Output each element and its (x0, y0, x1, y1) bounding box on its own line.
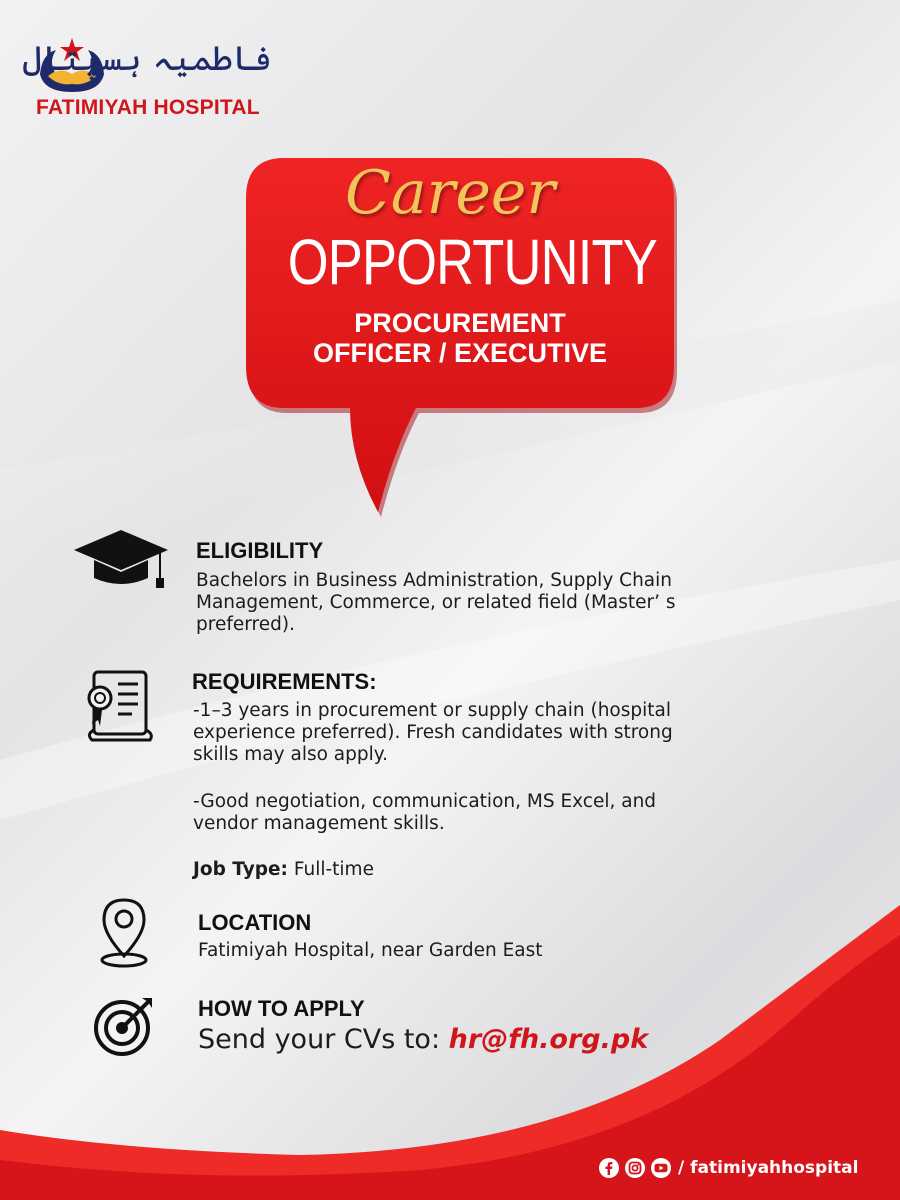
eligibility-line: Management, Commerce, or related field (Master’ s (196, 592, 676, 613)
location-text: Fatimiyah Hospital, near Garden East (198, 940, 543, 961)
social-bar (598, 1157, 858, 1179)
eligibility-heading: ELIGIBILITY (196, 538, 324, 563)
logo-english-text: FATIMIYAH HOSPITAL (36, 96, 260, 119)
target-icon (92, 994, 156, 1058)
requirement-line: -Good negotiation, communication, MS Excel, and (193, 791, 657, 812)
eligibility-line: Bachelors in Business Administration, Supply Chain (196, 570, 672, 591)
eligibility-line: preferred). (196, 614, 295, 635)
job-type-value: Full-time (293, 859, 374, 880)
requirement-line: vendor management skills. (193, 813, 445, 834)
requirements-text-1 (193, 700, 673, 766)
job-title-line-2: OFFICER / EXECUTIVE (312, 338, 608, 368)
location-heading: LOCATION (198, 910, 312, 935)
requirement-line: -1–3 years in procurement or supply chain (hospital (193, 700, 672, 721)
opportunity-headline: OPPORTUNITY (287, 226, 657, 298)
job-type-label: Job Type: (193, 859, 288, 880)
graduation-cap-icon (72, 528, 170, 590)
location-pin-icon (98, 896, 150, 970)
requirement-line: experience preferred). Fresh candidates with strong (193, 722, 673, 743)
requirements-text-2 (193, 791, 656, 835)
apply-heading: HOW TO APPLY (198, 996, 365, 1021)
apply-email-link[interactable]: hr@fh.org.pk (448, 1024, 649, 1055)
youtube-icon[interactable] (650, 1157, 672, 1179)
job-title-line-1: PROCUREMENT (354, 308, 566, 338)
facebook-icon[interactable] (598, 1157, 620, 1179)
job-type (193, 859, 374, 881)
instagram-icon[interactable] (624, 1157, 646, 1179)
career-script-text: Career (344, 158, 556, 228)
requirement-line: skills may also apply. (193, 744, 388, 765)
logo-urdu-text: فاطمیہ ہسپتال (22, 39, 272, 79)
social-handle[interactable]: / fatimiyahhospital (678, 1158, 859, 1178)
job-title (250, 308, 670, 368)
requirements-heading: REQUIREMENTS: (192, 669, 377, 694)
apply-prefix: Send your CVs to: (198, 1024, 441, 1055)
apply-line (198, 1024, 648, 1055)
certificate-icon (80, 668, 154, 742)
eligibility-text (196, 570, 676, 636)
